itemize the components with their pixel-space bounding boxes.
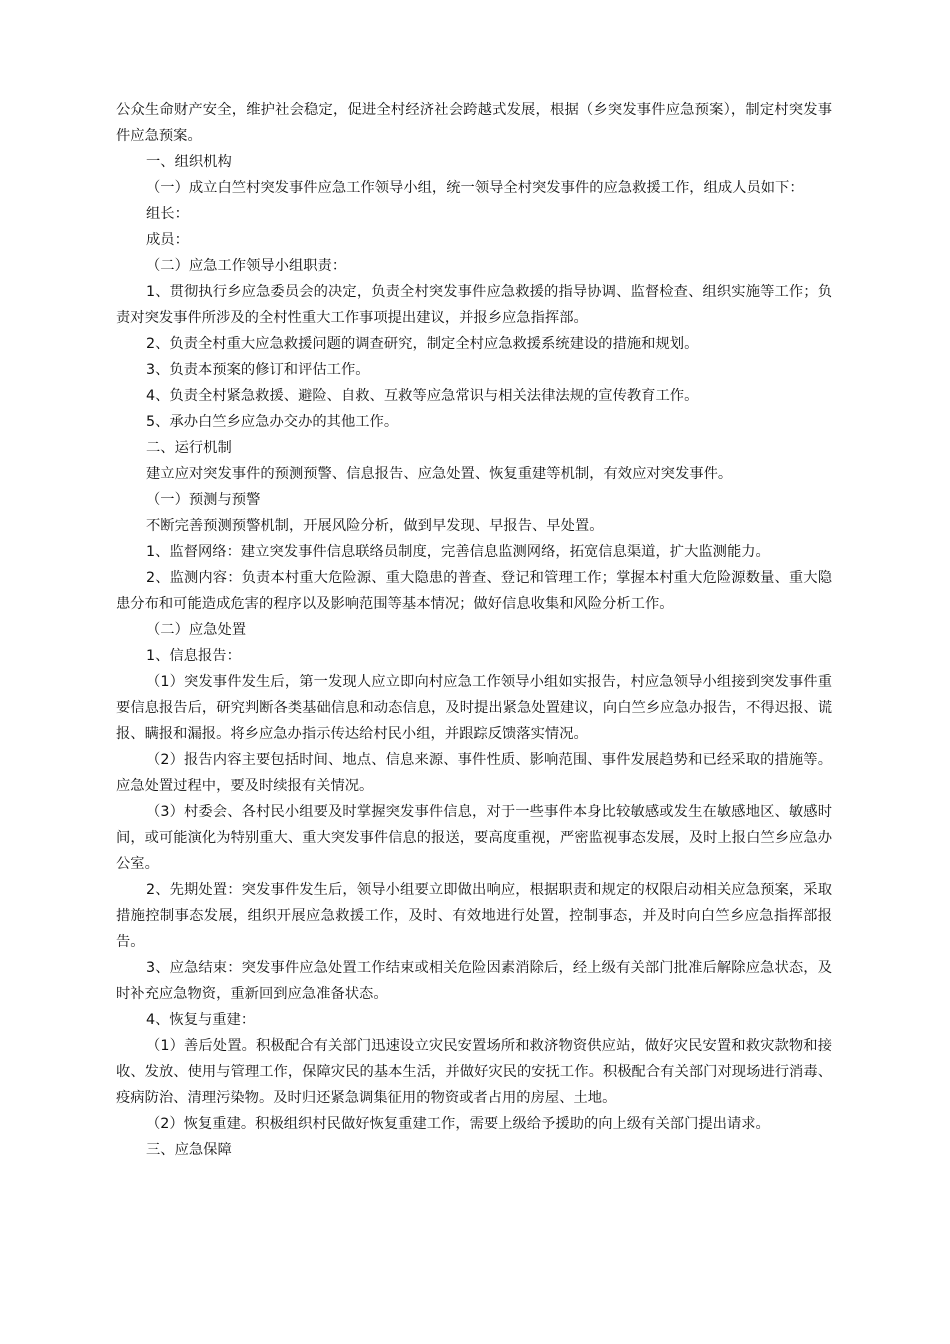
paragraph: 建立应对突发事件的预测预警、信息报告、应急处置、恢复重建等机制，有效应对突发事件。 [146,466,733,482]
paragraph: （3）村委会、各村民小组要及时掌握突发事件信息，对于一些事件本身比较敏感或发生在敏感地区、敏感时间，或可能演化为特别重大、重大突发事件信息的报送，要高度重视，严密监视事态发展，及时上报白竺乡应急办公室。 [116,804,832,872]
paragraph: （1）突发事件发生后，第一发现人应立即向村应急工作领导小组如实报告，村应急领导小组接到突发事件重要信息报告后，研究判断各类基础信息和动态信息，及时提出紧急处置建议，向白竺乡应急办报告，不得迟报、谎报、瞒报和漏报。将乡应急办指示传达给村民小组，并跟踪反馈落实情况。 [116,674,832,742]
paragraph: 二、运行机制 [146,440,232,456]
document-page [116,97,832,1163]
paragraph: （二）应急工作领导小组职责： [146,258,347,274]
paragraph: （二）应急处置 [146,622,247,638]
paragraph: 1、信息报告： [146,648,241,664]
paragraph: 成员： [146,232,189,248]
paragraph: （1）善后处置。积极配合有关部门迅速设立灾民安置场所和救济物资供应站，做好灾民安置和救灾款物和接收、发放、使用与管理工作，保障灾民的基本生活，并做好灾民的安抚工作。积极配合有关部门对现场进行消毒、疫病防治、清理污染物。及时归还紧急调集征用的物资或者占用的房屋、土地。 [116,1038,832,1106]
paragraph: 4、负责全村紧急救援、避险、自救、互救等应急常识与相关法律法规的宣传教育工作。 [146,388,699,404]
paragraph: （一）预测与预警 [146,492,261,508]
paragraph: 2、监测内容：负责本村重大危险源、重大隐患的普查、登记和管理工作；掌握本村重大危险源数量、重大隐患分布和可能造成危害的程序以及影响范围等基本情况；做好信息收集和风险分析工作。 [116,570,832,612]
paragraph: 组长： [146,206,189,222]
paragraph: （一）成立白竺村突发事件应急工作领导小组，统一领导全村突发事件的应急救援工作，组成人员如下： [146,180,804,196]
paragraph: （2）恢复重建。积极组织村民做好恢复重建工作，需要上级给予援助的向上级有关部门提出请求。 [146,1116,770,1132]
paragraph: 1、监督网络：建立突发事件信息联络员制度，完善信息监测网络，拓宽信息渠道，扩大监测能力。 [146,544,770,560]
paragraph: 3、负责本预案的修订和评估工作。 [146,362,370,378]
paragraph: 1、贯彻执行乡应急委员会的决定，负责全村突发事件应急救援的指导协调、监督检查、组织实施等工作；负责对突发事件所涉及的全村性重大工作事项提出建议，并报乡应急指挥部。 [116,284,832,326]
paragraph: 三、应急保障 [146,1142,232,1158]
paragraph: 5、承办白竺乡应急办交办的其他工作。 [146,414,399,430]
paragraph: 公众生命财产安全，维护社会稳定，促进全村经济社会跨越式发展，根据（乡突发事件应急预案），制定村突发事件应急预案。 [116,102,832,144]
paragraph: 一、组织机构 [146,154,232,170]
paragraph: 2、负责全村重大应急救援问题的调查研究，制定全村应急救援系统建设的措施和规划。 [146,336,699,352]
paragraph: 4、恢复与重建： [146,1012,256,1028]
paragraph: 不断完善预测预警机制，开展风险分析，做到早发现、早报告、早处置。 [146,518,604,534]
paragraph: （2）报告内容主要包括时间、地点、信息来源、事件性质、影响范围、事件发展趋势和已经采取的措施等。应急处置过程中，要及时续报有关情况。 [116,752,832,794]
paragraph: 2、先期处置：突发事件发生后，领导小组要立即做出响应，根据职责和规定的权限启动相关应急预案，采取措施控制事态发展，组织开展应急救援工作，及时、有效地进行处置，控制事态，并及时向白竺乡应急指挥部报告。 [116,882,832,950]
paragraph: 3、应急结束：突发事件应急处置工作结束或相关危险因素消除后，经上级有关部门批准后解除应急状态，及时补充应急物资，重新回到应急准备状态。 [116,960,832,1002]
